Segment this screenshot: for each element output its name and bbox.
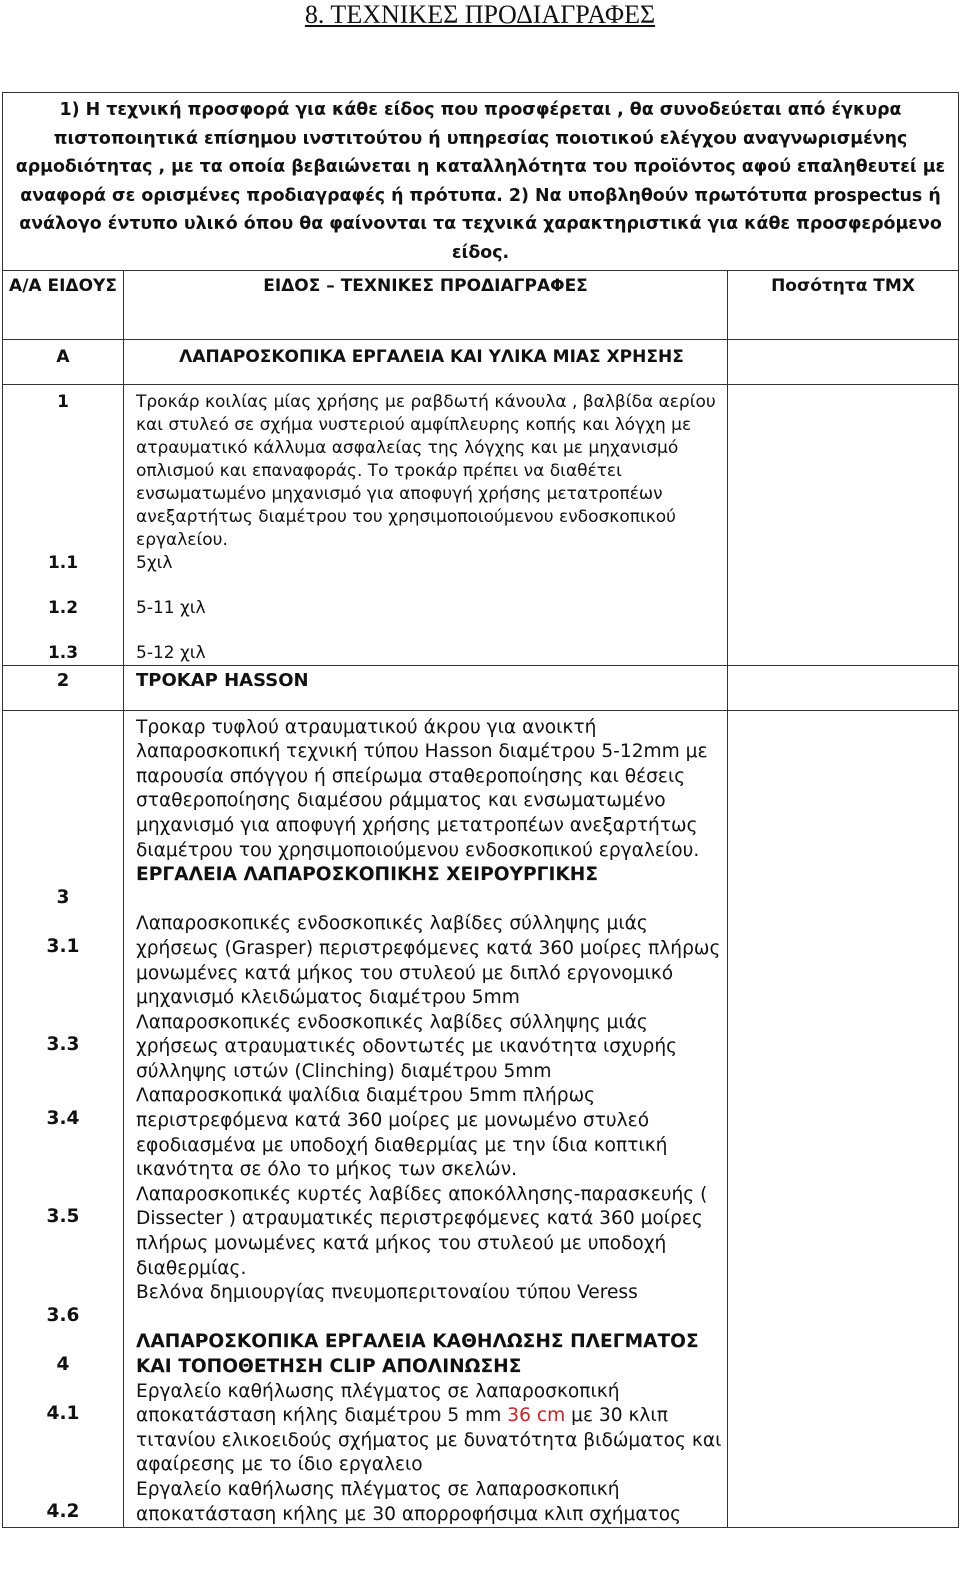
item-4-1-text xyxy=(136,1380,727,1478)
item-4-title: ΛΑΠΑΡΟΣΚΟΠΙΚΑ ΕΡΓΑΛΕΙΑ ΚΑΘΗΛΩΣΗΣ ΠΛΕΓΜΑΤΟΣ ΚΑΙ ΤΟΠΟΘΕΤΗΣΗ CLIP ΑΠΟΛΙΝΩΣΗΣ xyxy=(136,1331,699,1377)
sub-item-number: 1.1 xyxy=(47,552,79,573)
items-2-4-row xyxy=(3,710,959,1528)
item-3-1-text: Λαπαροσκοπικές ενδοσκοπικές λαβίδες σύλληψης μιάς χρήσεως (Grasper) περιστρεφόμενες κατά 360 μοίρες πλήρως μονωμένες κατά μήκος του στυλεού με διπλό εργονομικό μηχανισμό κλειδώματος διαμέτρου 5mm xyxy=(136,913,721,1009)
section-a-title: ΛΑΠΑΡΟΣΚΟΠΙΚΑ ΕΡΓΑΛΕΙΑ ΚΑΙ ΥΛΙΚΑ ΜΙΑΣ ΧΡΗΣΗΣ xyxy=(124,339,728,384)
item-4-number: 4 xyxy=(56,1353,70,1375)
item-2-title: ΤΡΟΚΑΡ HASSON xyxy=(124,665,728,710)
item-3-1-number: 3.1 xyxy=(46,935,80,957)
header-quantity: Ποσότητα ΤΜΧ xyxy=(728,270,959,339)
section-a-row xyxy=(3,339,959,384)
section-a-quantity xyxy=(728,339,959,384)
sub-item-number: 1.3 xyxy=(47,642,79,663)
item-3-6-text: Βελόνα δημιουργίας πνευμοπεριτοναίου τύπου Veress xyxy=(136,1282,638,1304)
page-title: 8. ΤΕΧΝΙΚΕΣ ΠΡΟΔΙΑΓΡΑΦΕΣ xyxy=(304,0,656,29)
item-1-quantity xyxy=(728,384,959,665)
item-4-1-number: 4.1 xyxy=(46,1403,80,1425)
item-4-1-text-start: Εργαλείο καθήλωσης πλέγματος σε λαπαροσκοπική αποκατάσταση κήλης διαμέτρου 5 mm xyxy=(136,1380,620,1427)
intro-row xyxy=(3,93,959,271)
items-2-4-text xyxy=(124,710,728,1528)
sub-item-number: 1.2 xyxy=(47,597,79,618)
items-2-4-quantity xyxy=(728,710,959,1528)
sub-item-label: 5-11 χιλ xyxy=(136,597,206,618)
item-3-3-number: 3.3 xyxy=(46,1034,80,1056)
item-3-3-text: Λαπαροσκοπικές ενδοσκοπικές λαβίδες σύλληψης μιάς χρήσεως ατραυματικές οδοντωτές με ικανότητα ισχυρής σύλληψης ιστών (Clinching) διαμέτρου 5mm xyxy=(136,1011,678,1082)
sub-item-label: 5χιλ xyxy=(136,552,173,573)
items-2-4-numbers xyxy=(3,710,124,1528)
item-4-1-text-end: με 30 κλιπ τιτανίου ελικοειδούς σχήματος με δυνατότητα βιδώματος και αφαίρεσης με το ίδιο εργαλειο xyxy=(136,1405,722,1476)
item-3-6-number: 3.6 xyxy=(46,1304,80,1326)
item-1-description: Τροκάρ κοιλίας μίας χρήσης με ραβδωτή κάνουλα , βαλβίδα αερίου και στυλεό σε σχήμα νυστεριού αμφίπλευρης κοπής και λόγχη με ατραυματικό κάλλυμα ασφαλείας της λόγχης και με μηχανισμό οπλισμού και επαναφοράς. Το τροκάρ πρέπει να διαθέτει ενσωματωμένο μηχανισμό για αποφυγή χρήσης μετατροπέων ανεξαρτήτως διαμέτρου του χρησιμοποιούμενου ενδοσκοπικού εργαλείου. xyxy=(136,391,716,550)
item-3-5-number: 3.5 xyxy=(46,1206,80,1228)
item-2-title-row xyxy=(3,665,959,710)
header-item-specs: ΕΙΔΟΣ – ΤΕΧΝΙΚΕΣ ΠΡΟΔΙΑΓΡΑΦΕΣ xyxy=(124,270,728,339)
item-4-1-highlight: 36 cm xyxy=(507,1405,566,1427)
intro-text: 1) Η τεχνική προσφορά για κάθε είδος που προσφέρεται , θα συνοδεύεται από έγκυρα πιστοποιητικά επίσημου ινστιτούτου ή υπηρεσίας ποιοτικού ελέγχου αναγνωρισμένης αρμοδιότητας , με τα οποία βεβαιώνεται η καταλληλότητα του προϊόντος αφού επαληθευτεί με αναφορά σε ορισμένες προδιαγραφές ή πρότυπα. 2) Να υποβληθούν πρωτότυπα prospectus ή ανάλογο έντυπο υλικό όπου θα φαίνονται τα τεχνικά χαρακτηριστικά για κάθε προσφερόμενο είδος. xyxy=(3,93,959,271)
item-3-number: 3 xyxy=(56,886,70,908)
item-3-4-text: Λαπαροσκοπικά ψαλίδια διαμέτρου 5mm πλήρως περιστρεφόμενα κατά 360 μοίρες με μονωμένο στυλεό εφοδιασμένα με υποδοχή διαθερμίας με την ίδια κοπτική ικανότητα σε όλο το μήκος των σκελών. xyxy=(136,1085,668,1181)
item-3-4-number: 3.4 xyxy=(46,1107,80,1129)
item-4-2-text: Εργαλείο καθήλωσης πλέγματος σε λαπαροσκοπική αποκατάσταση κήλης με 30 απορροφήσιμα κλιπ σχήματος xyxy=(136,1478,682,1525)
specifications-table xyxy=(2,92,959,1528)
item-3-title: ΕΡΓΑΛΕΙΑ ΛΑΠΑΡΟΣΚΟΠΙΚΗΣ ΧΕΙΡΟΥΡΓΙΚΗΣ xyxy=(136,864,599,886)
table-header-row xyxy=(3,270,959,339)
item-1-number: 1 xyxy=(57,391,69,412)
section-a-number: Α xyxy=(3,339,124,384)
item-3-5-text: Λαπαροσκοπικές κυρτές λαβίδες αποκόλλησης-παρασκευής ( Dissecter ) ατραυματικές περιστρεφόμενες κατά 360 μοίρες πλήρως μονωμένες κατά μήκος του στυλεού με υποδοχή διαθερμίας. xyxy=(136,1183,708,1279)
header-item-number: Α/Α ΕΙΔΟΥΣ xyxy=(3,270,124,339)
item-1-row xyxy=(3,384,959,665)
item-1-numbers xyxy=(3,384,124,665)
item-4-2-number: 4.2 xyxy=(46,1501,80,1523)
sub-item-label: 5-12 χιλ xyxy=(136,642,206,663)
item-2-description: Τροκαρ τυφλού ατραυματικού άκρου για ανοικτή λαπαροσκοπική τεχνική τύπου Hasson διαμέτρου 5-12mm με παρουσία σπόγγου ή σπείρωμα σταθεροποίησης και θέσεις σταθεροποίησης διαμέσου ράμματος και ενσωματωμένο μηχανισμό για αποφυγή χρήσης μετατροπέων ανεξαρτήτως διαμέτρου του χρησιμοποιούμενου ενδοσκοπικού εργαλείου. xyxy=(136,716,708,861)
item-2-number: 2 xyxy=(3,665,124,710)
item-2-quantity xyxy=(728,665,959,710)
item-1-text xyxy=(124,384,728,665)
